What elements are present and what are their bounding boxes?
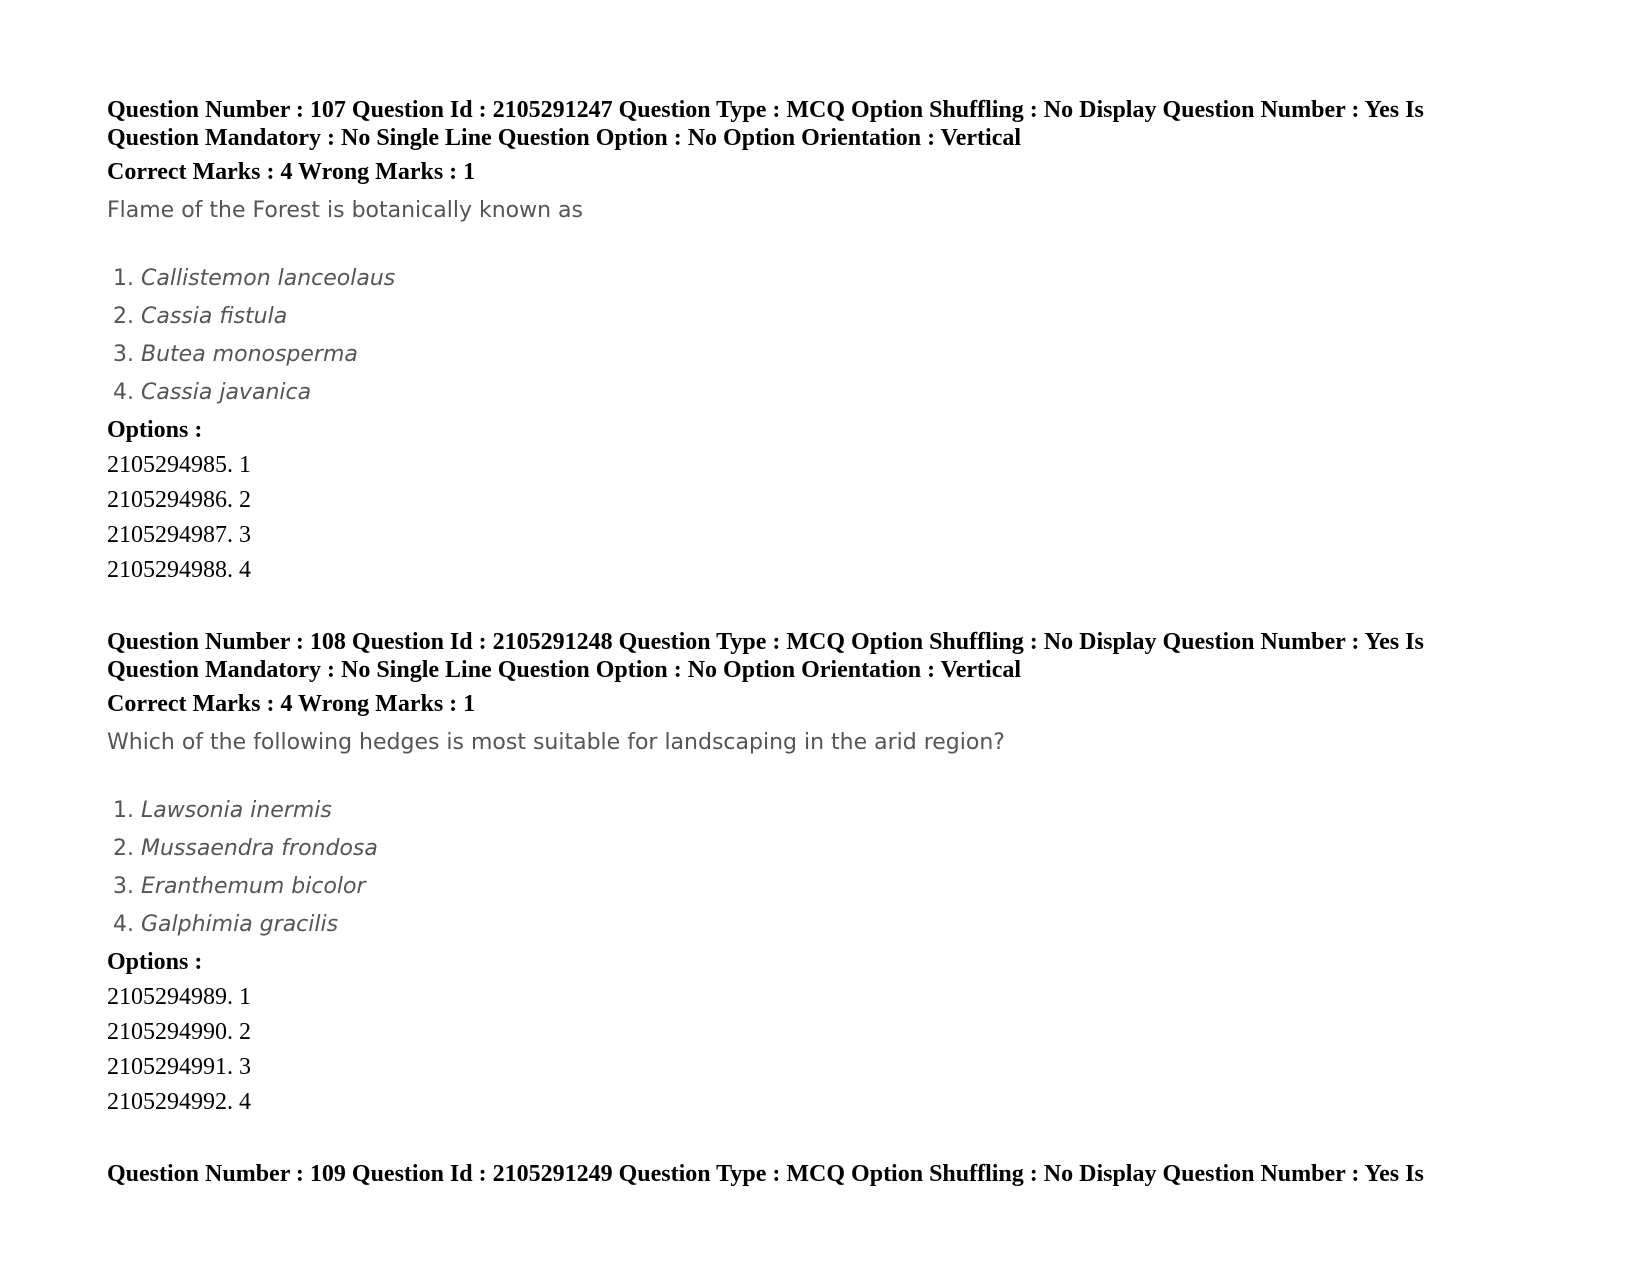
question-meta	[107, 1160, 1567, 1188]
answer-choice	[113, 906, 1567, 944]
option-id-list	[107, 980, 1567, 1120]
option-id-item: 2105294991. 3	[107, 1054, 251, 1080]
choice-number: 4.	[113, 380, 134, 405]
choice-number: 3.	[113, 874, 134, 899]
option-id-item: 2105294989. 1	[107, 984, 251, 1010]
choice-number: 3.	[113, 342, 134, 367]
option-id-item: 2105294988. 4	[107, 557, 251, 583]
choice-text: Eranthemum bicolor	[141, 874, 366, 899]
choice-number: 2.	[113, 304, 134, 329]
question-block-109	[107, 1160, 1567, 1188]
option-id-item: 2105294987. 3	[107, 522, 251, 548]
question-meta-line-1: Question Number : 109 Question Id : 2105291249 Question Type : MCQ Option Shuffling : No Display Question Number : Yes Is	[107, 1161, 1424, 1187]
option-id-item: 2105294986. 2	[107, 487, 251, 513]
answer-choice	[113, 868, 1567, 906]
choice-text: Galphimia gracilis	[141, 912, 339, 937]
question-text: Flame of the Forest is botanically known as	[107, 198, 583, 223]
question-meta	[107, 96, 1567, 152]
choice-text: Callistemon lanceolaus	[141, 266, 396, 291]
choice-number: 4.	[113, 912, 134, 937]
question-meta-line-2: Question Mandatory : No Single Line Question Option : No Option Orientation : Vertical	[107, 657, 1022, 683]
question-meta	[107, 628, 1567, 684]
choice-number: 1.	[113, 798, 134, 823]
answer-choice	[113, 260, 1567, 298]
choice-number: 2.	[113, 836, 134, 861]
answer-choices	[107, 260, 1567, 412]
options-label: Options :	[107, 949, 203, 975]
choice-text: Cassia javanica	[141, 380, 312, 405]
answer-choices	[107, 792, 1567, 944]
choice-text: Lawsonia inermis	[141, 798, 332, 823]
answer-choice	[113, 336, 1567, 374]
question-block-107	[107, 96, 1567, 588]
answer-choice	[113, 792, 1567, 830]
choice-text: Cassia fistula	[141, 304, 288, 329]
choice-text: Mussaendra frondosa	[141, 836, 378, 861]
option-id-item: 2105294992. 4	[107, 1089, 251, 1115]
answer-choice	[113, 830, 1567, 868]
options-label: Options :	[107, 417, 203, 443]
question-text: Which of the following hedges is most suitable for landscaping in the arid region?	[107, 730, 1005, 755]
question-meta-line-1: Question Number : 108 Question Id : 2105291248 Question Type : MCQ Option Shuffling : No Display Question Number : Yes Is	[107, 629, 1424, 655]
document-page	[107, 96, 1567, 1228]
question-marks: Correct Marks : 4 Wrong Marks : 1	[107, 159, 476, 185]
question-meta-line-1: Question Number : 107 Question Id : 2105291247 Question Type : MCQ Option Shuffling : No Display Question Number : Yes Is	[107, 97, 1424, 123]
option-id-list	[107, 448, 1567, 588]
answer-choice	[113, 298, 1567, 336]
question-marks: Correct Marks : 4 Wrong Marks : 1	[107, 691, 476, 717]
choice-text: Butea monosperma	[141, 342, 358, 367]
question-block-108	[107, 628, 1567, 1120]
option-id-item: 2105294985. 1	[107, 452, 251, 478]
answer-choice	[113, 374, 1567, 412]
choice-number: 1.	[113, 266, 134, 291]
question-meta-line-2: Question Mandatory : No Single Line Question Option : No Option Orientation : Vertical	[107, 125, 1022, 151]
option-id-item: 2105294990. 2	[107, 1019, 251, 1045]
